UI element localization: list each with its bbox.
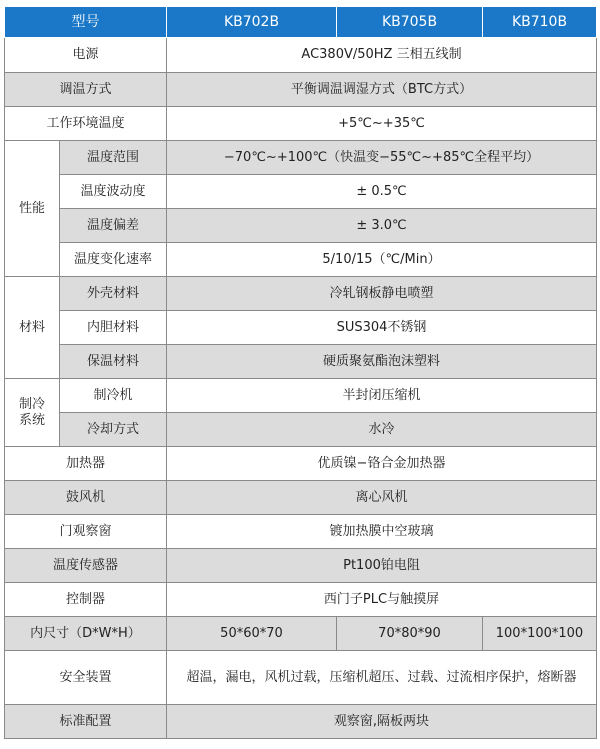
row-window — [5, 515, 597, 549]
outer-material-value: 冷轧钢板静电喷塑 — [167, 277, 597, 311]
heater-value: 优质镍−铬合金加热器 — [167, 447, 597, 481]
header-model-label: 型号 — [5, 7, 167, 38]
material-group-label: 材料 — [5, 277, 60, 379]
inner-material-label: 内胆材料 — [60, 311, 167, 345]
compressor-label: 制冷机 — [60, 379, 167, 413]
blower-label: 鼓风机 — [5, 481, 167, 515]
temp-range-label: 温度范围 — [60, 141, 167, 175]
power-label: 电源 — [5, 38, 167, 73]
cooling-method-label: 冷却方式 — [60, 413, 167, 447]
deviation-label: 温度偏差 — [60, 209, 167, 243]
row-cooling-method — [5, 413, 597, 447]
window-label: 门观察窗 — [5, 515, 167, 549]
cooling-group-line2: 系统 — [18, 412, 45, 428]
standard-label: 标准配置 — [5, 705, 167, 739]
window-value: 镀加热膜中空玻璃 — [167, 515, 597, 549]
fluctuation-label: 温度波动度 — [60, 175, 167, 209]
sensor-value: Pt100铂电阻 — [167, 549, 597, 583]
cooling-group-label — [5, 379, 60, 447]
controller-label: 控制器 — [5, 583, 167, 617]
sensor-label: 温度传感器 — [5, 549, 167, 583]
header-row — [5, 7, 597, 38]
controller-value: 西门子PLC与触摸屏 — [167, 583, 597, 617]
row-inner-size — [5, 617, 597, 651]
row-compressor — [5, 379, 597, 413]
safety-label: 安全装置 — [5, 651, 167, 705]
heater-label: 加热器 — [5, 447, 167, 481]
humidity-mode-label: 调温方式 — [5, 73, 167, 107]
row-insulation — [5, 345, 597, 379]
compressor-value: 半封闭压缩机 — [167, 379, 597, 413]
row-ambient — [5, 107, 597, 141]
inner-size-label: 内尺寸（D*W*H） — [5, 617, 167, 651]
performance-group-label: 性能 — [5, 141, 60, 277]
power-value: AC380V/50HZ 三相五线制 — [167, 38, 597, 73]
row-standard — [5, 705, 597, 739]
row-controller — [5, 583, 597, 617]
header-model-kb710b: KB710B — [483, 7, 597, 38]
row-safety — [5, 651, 597, 705]
row-sensor — [5, 549, 597, 583]
deviation-value: ± 3.0℃ — [167, 209, 597, 243]
rate-label: 温度变化速率 — [60, 243, 167, 277]
row-humidity-mode — [5, 73, 597, 107]
inner-size-kb705b: 70*80*90 — [337, 617, 483, 651]
inner-size-kb710b: 100*100*100 — [483, 617, 597, 651]
humidity-mode-value: 平衡调温调湿方式（BTC方式） — [167, 73, 597, 107]
blower-value: 离心风机 — [167, 481, 597, 515]
temp-range-value: −70℃~+100℃（快温变−55℃~+85℃全程平均） — [167, 141, 597, 175]
standard-value: 观察窗,隔板两块 — [167, 705, 597, 739]
insulation-label: 保温材料 — [60, 345, 167, 379]
row-power — [5, 38, 597, 73]
spec-table — [4, 6, 597, 739]
rate-value: 5/10/15（℃/Min） — [167, 243, 597, 277]
inner-material-value: SUS304不锈钢 — [167, 311, 597, 345]
row-deviation — [5, 209, 597, 243]
insulation-value: 硬质聚氨酯泡沫塑料 — [167, 345, 597, 379]
row-temp-range — [5, 141, 597, 175]
row-blower — [5, 481, 597, 515]
ambient-label: 工作环境温度 — [5, 107, 167, 141]
row-rate — [5, 243, 597, 277]
safety-value: 超温，漏电，风机过载，压缩机超压、过载、过流相序保护，熔断器 — [167, 651, 597, 705]
row-heater — [5, 447, 597, 481]
fluctuation-value: ± 0.5℃ — [167, 175, 597, 209]
header-model-kb705b: KB705B — [337, 7, 483, 38]
inner-size-kb702b: 50*60*70 — [167, 617, 337, 651]
row-fluctuation — [5, 175, 597, 209]
cooling-group-line1: 制冷 — [18, 396, 45, 412]
header-model-kb702b: KB702B — [167, 7, 337, 38]
row-outer-material — [5, 277, 597, 311]
cooling-method-value: 水冷 — [167, 413, 597, 447]
row-inner-material — [5, 311, 597, 345]
outer-material-label: 外壳材料 — [60, 277, 167, 311]
ambient-value: +5℃~+35℃ — [167, 107, 597, 141]
